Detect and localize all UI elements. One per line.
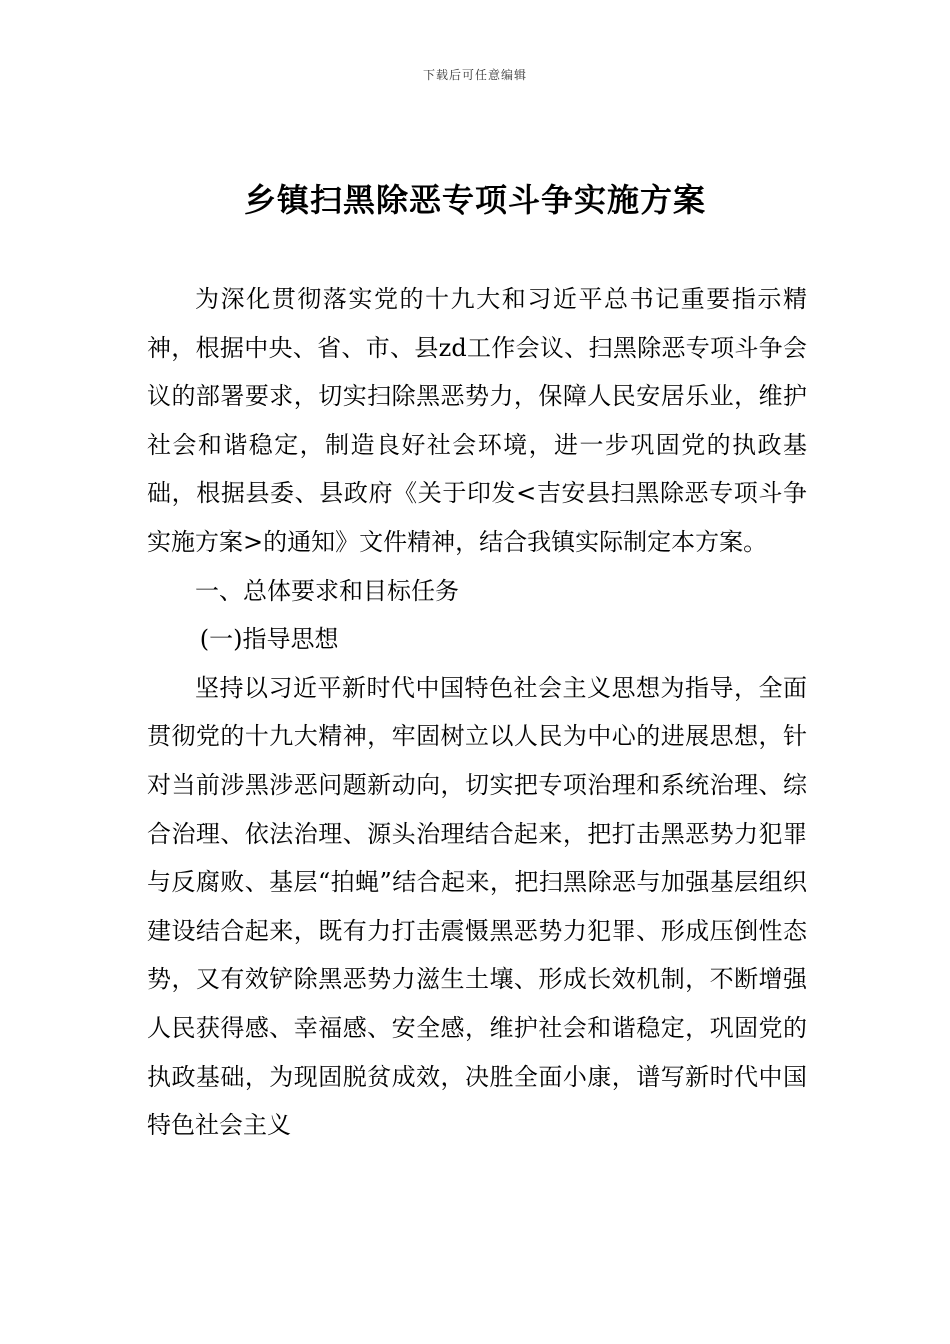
subsection-heading: (一)指导思想 [199,625,339,654]
header-note: 下载后可任意编辑 [422,68,527,82]
intro-paragraph: 为深化贯彻落实党的十九大和习近平总书记重要指示精神，根据中央、省、市、县zd工作会议、扫黑除恶专项斗争会议的部署要求，切实扫除黑恶势力，保障人民安居乐业，维护社会和谐稳定，制造良好社会环境，进一步巩固党的执政基础，根据县委、县政府《关于印发<吉安县扫黑除恶专项斗争实施方案>的通知》文件精神，结合我镇实际制定本方案。 [147,285,807,556]
document-title: 乡镇扫黑除恶专项斗争实施方案 [243,181,706,219]
body-paragraph: 坚持以习近平新时代中国特色社会主义思想为指导，全面贯彻党的十九大精神，牢固树立以人民为中心的进展思想，针对当前涉黑涉恶问题新动向，切实把专项治理和系统治理、综合治理、依法治理、源头治理结合起来，把打击黑恶势力犯罪与反腐败、基层“拍蝇”结合起来，把扫黑除恶与加强基层组织建设结合起来，既有力打击震慑黑恶势力犯罪、形成压倒性态势，又有效铲除黑恶势力滋生土壤、形成长效机制，不断增强人民获得感、幸福感、安全感，维护社会和谐稳定，巩固党的执政基础，为现固脱贫成效，决胜全面小康，谱写新时代中国特色社会主义 [147,673,807,1140]
document-body [147,275,807,1150]
section-heading: 一、总体要求和目标任务 [195,576,459,605]
